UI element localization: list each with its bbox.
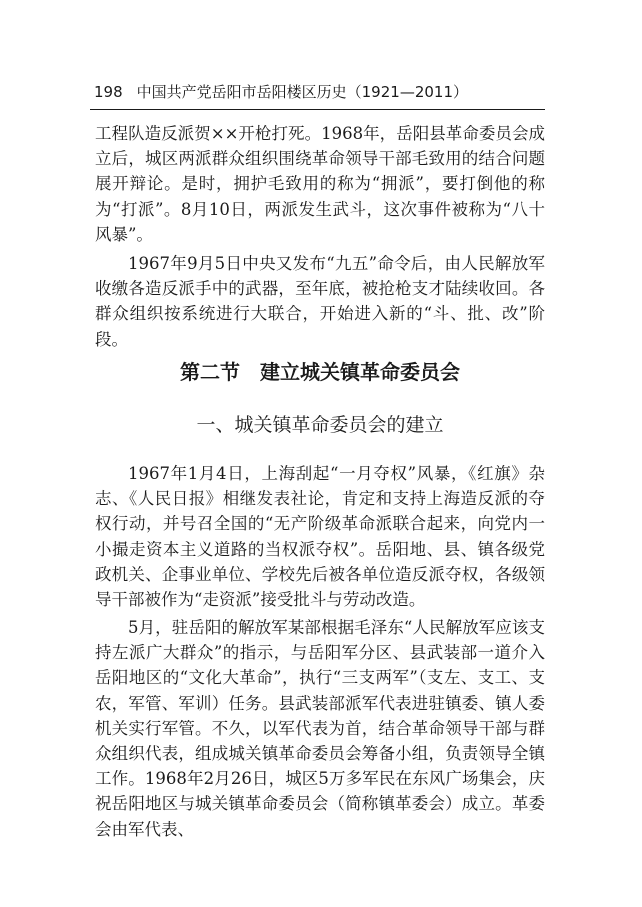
- paragraph-continued: 工程队造反派贺××开枪打死。1968年，岳阳县革命委员会成立后，城区两派群众组织围绕革命领导干部毛致用的结合问题展开辩论。是时，拥护毛致用的称为“拥派”，要打倒他的称为“打派”。8月10日，两派发生武斗，这次事件被称为“八十风暴”。: [95, 124, 545, 244]
- paragraph-nine-five-order: 1967年9月5日中央又发布“九五”命令后，由人民解放军收缴各造反派手中的武器，至年底，被抢枪支才陆续收回。各群众组织按系统进行大联合，开始进入新的“斗、批、改”阶段。: [95, 254, 545, 349]
- paragraph-january-storm: 1967年1月4日，上海刮起“一月夺权”风暴，《红旗》杂志、《人民日报》相继发表社论，肯定和支持上海造反派的夺权行动，并号召全国的“无产阶级革命派联合起来，向党内一小撮走资本主义道路的当权派夺权”。岳阳地、县、镇各级党政机关、企事业单位、学校先后被各单位造反派夺权，各级领导干部被作为“走资派”接受批斗与劳动改造。: [95, 464, 545, 610]
- page-number: 198: [94, 83, 123, 101]
- book-title: 中国共产党岳阳市岳阳楼区历史（1921—2011）: [136, 83, 468, 101]
- subsection-title: 一、城关镇革命委员会的建立: [196, 414, 444, 436]
- running-header: [94, 82, 544, 102]
- paragraph-pla-intervention: 5月，驻岳阳的解放军某部根据毛泽东“人民解放军应该支持左派广大群众”的指示，与岳阳军分区、县武装部一道介入岳阳地区的“文化大革命”，执行“三支两军”（支左、支工、支农，军管、军训）任务。县武装部派军代表进驻镇委、镇人委机关实行军管。不久，以军代表为首，结合革命领导干部与群众组织代表，组成城关镇革命委员会筹备小组，负责领导全镇工作。1968年2月26日，城区5万多军民在东风广场集会，庆祝岳阳地区与城关镇革命委员会（简称镇革委会）成立。革委会由军代表、: [95, 618, 545, 839]
- section-title: 第二节 建立城关镇革命委员会: [180, 360, 460, 384]
- header-rule: [90, 109, 545, 110]
